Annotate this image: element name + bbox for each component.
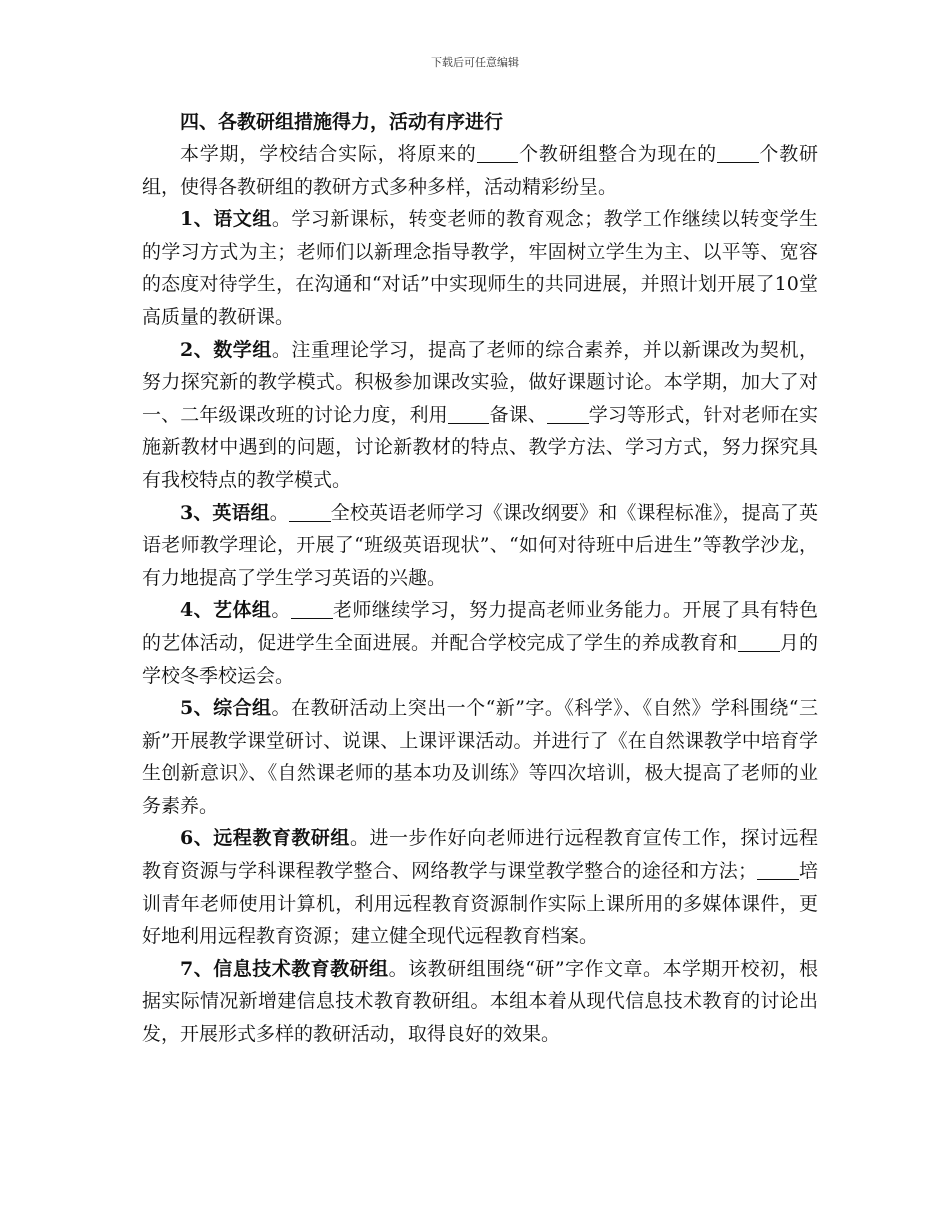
fill-blank [738, 632, 780, 652]
para-text: 月的学校冬季校运会。 [142, 631, 818, 687]
para-text: 。该教研组围绕“研”字作文章。本学期开校初，根据实际情况新增建信息技术教育教研组。本组本着从现代信息技术教育的讨论出发，开展形式多样的教研活动，取得良好的效果。 [142, 957, 818, 1046]
paragraph-heading: 5、综合组 [180, 697, 272, 720]
para-text: 。 [269, 501, 289, 524]
paragraph-heading: 3、英语组 [180, 501, 270, 524]
paragraph-heading: 1、语文组 [180, 208, 272, 231]
para-text: 全校英语老师学习《课改纲要》和《课程标准》，提高了英语老师教学理论，开展了“班级英语现状”、“如何对待班中后进生”等教学沙龙，有力地提高了学生学习英语的兴趣。 [142, 501, 818, 589]
page-header: 下载后可任意编辑 [431, 56, 519, 69]
it-edu-group-paragraph [142, 953, 818, 1051]
para-text: 。进一步作好向老师进行远程教育宣传工作，探讨远程教育资源与学科课程教学整合、网络教学与课堂教学整合的途径和方法； [142, 827, 818, 883]
para-text: 本学期，学校结合实际，将原来的 [180, 143, 477, 165]
fill-blank [717, 143, 759, 163]
paragraph-heading: 7、信息技术教育教研组 [180, 957, 389, 980]
distance-edu-group-paragraph [142, 822, 818, 952]
fill-blank [291, 599, 333, 619]
para-text: 个教研组整合为现在的 [518, 143, 717, 165]
intro-paragraph [142, 138, 818, 203]
para-text: 老师继续学习，努力提高老师业务能力。开展了具有特色的艺体活动，促进学生全面进展。并配合学校完成了学生的养成教育和 [142, 599, 818, 654]
paragraph-heading: 4、艺体组 [180, 599, 272, 622]
document-body [142, 106, 818, 1051]
fill-blank [289, 502, 331, 522]
arts-pe-group-paragraph [142, 594, 818, 692]
para-text: 。学习新课标，转变老师的教育观念；教学工作继续以转变学生的学习方式为主；老师们以新理念指导教学，牢固树立学生为主、以平等、宽容的态度对待学生，在沟通和“对话”中实现师生的共同进展，并照计划开展了10堂高质量的教研课。 [142, 208, 818, 328]
paragraph-heading: 6、远程教育教研组 [180, 827, 350, 850]
para-text: 备课、 [489, 403, 547, 426]
para-text: 个教研组，使得各教研组的教研方式多种多样，活动精彩纷呈。 [142, 143, 818, 198]
paragraph-heading: 2、数学组 [180, 338, 272, 361]
section-title: 四、各教研组措施得力，活动有序进行 [180, 111, 504, 133]
para-text: 。注重理论学习，提高了老师的综合素养，并以新课改为契机，努力探究新的教学模式。积极参加课改实验，做好课题讨论。本学期，加大了对一、二年级课改班的讨论力度，利用 [142, 338, 818, 426]
math-group-paragraph [142, 334, 818, 497]
fill-blank [477, 143, 519, 163]
chinese-group-paragraph [142, 203, 818, 333]
fill-blank [448, 404, 490, 424]
para-text: 。 [271, 599, 291, 622]
fill-blank [547, 404, 589, 424]
fill-blank [757, 860, 799, 880]
para-text: 培训青年老师使用计算机，利用远程教育资源制作实际上课所用的多媒体课件，更好地利用远程教育资源；建立健全现代远程教育档案。 [142, 860, 818, 948]
para-text: 学习等形式，针对老师在实施新教材中遇到的问题，讨论新教材的特点、教学方法、学习方式，努力探究具有我校特点的教学模式。 [142, 403, 818, 491]
comprehensive-group-paragraph [142, 692, 818, 822]
english-group-paragraph [142, 497, 818, 595]
para-text: 。在教研活动上突出一个“新”字。《科学》、《自然》学科围绕“三新”开展教学课堂研讨、说课、上课评课活动。并进行了《在自然课教学中培育学生创新意识》、《自然课老师的基本功及训练》等四次培训，极大提高了老师的业务素养。 [142, 697, 818, 817]
